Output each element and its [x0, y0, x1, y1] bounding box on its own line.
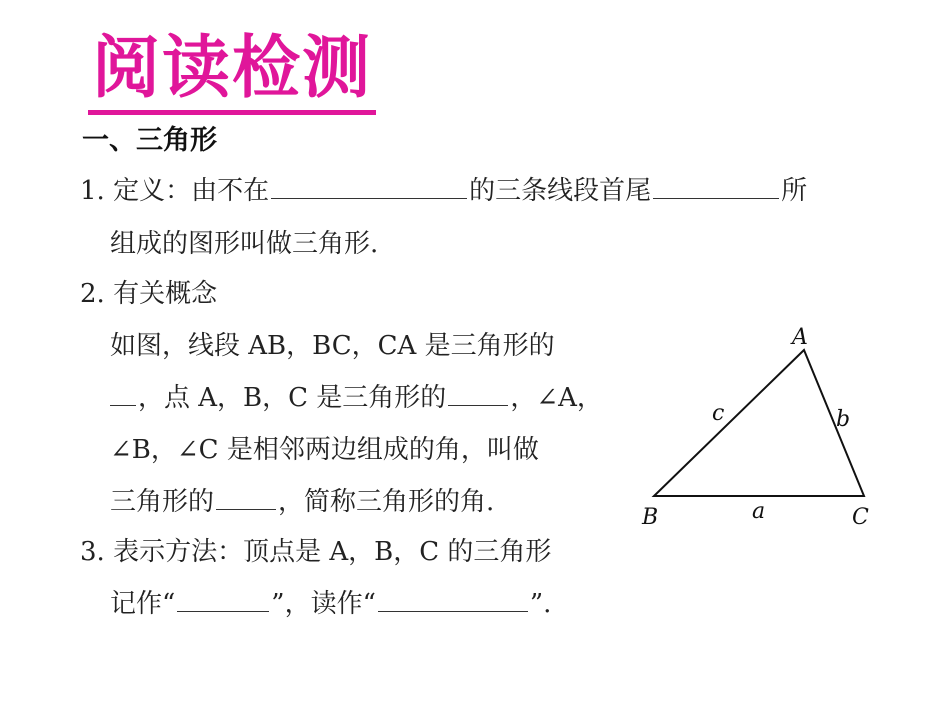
item3-line2-text-c: ”.: [529, 589, 552, 619]
item1-number: 1.: [80, 176, 105, 206]
item3-blank-1[interactable]: [177, 585, 269, 612]
item2-line4-text-b: ，简称三角形的角.: [278, 487, 495, 517]
item1-blank-2[interactable]: [653, 172, 779, 199]
item3-number: 3.: [80, 537, 105, 567]
item3-text: 表示方法：顶点是 A，B，C 的三角形: [113, 537, 552, 567]
vertex-b-label: B: [642, 505, 659, 530]
item1-text-b: 的三条线段首尾: [469, 176, 652, 206]
side-a-label: a: [752, 499, 766, 524]
item3-line2: [110, 583, 551, 620]
vertex-c-label: C: [852, 505, 869, 530]
side-c-label: c: [712, 401, 725, 426]
vertex-a-label: A: [792, 325, 808, 350]
item2-number: 2.: [80, 279, 105, 309]
item1-line1: [80, 170, 807, 207]
side-b-label: b: [836, 407, 851, 432]
item2-line2-text-a: ，点 A，B，C 是三角形的: [138, 383, 447, 413]
item3-line2-text-b: ”，读作“: [271, 589, 376, 619]
item1-text-c: 所: [781, 176, 808, 206]
item1-text-a: 定义：由不在: [113, 176, 270, 206]
item2-line1: 如图，线段 AB，BC，CA 是三角形的: [110, 331, 555, 361]
item2-blank-1[interactable]: [110, 379, 136, 406]
item2-heading: 有关概念: [113, 279, 218, 309]
item3-blank-2[interactable]: [378, 585, 528, 612]
item3-line2-text-a: 记作“: [110, 589, 176, 619]
item2-line3: ∠B，∠C 是相邻两边组成的角，叫做: [110, 435, 539, 465]
item1-line2: 组成的图形叫做三角形.: [110, 229, 379, 259]
item2-line4-text-a: 三角形的: [110, 487, 215, 517]
triangle-figure: [636, 322, 886, 532]
triangle-shape: [654, 350, 864, 496]
page-title: 阅读检测: [88, 28, 376, 115]
item3-line1: [80, 531, 551, 568]
item2-blank-2[interactable]: [448, 379, 508, 406]
item2-heading-line: [80, 273, 217, 310]
item2-line2: [110, 377, 603, 414]
item2-line4: [110, 481, 494, 518]
item2-line2-text-b: ，∠A，: [510, 383, 603, 413]
item1-blank-1[interactable]: [271, 172, 467, 199]
item2-blank-3[interactable]: [216, 483, 276, 510]
section-heading: 一、三角形: [82, 125, 217, 156]
